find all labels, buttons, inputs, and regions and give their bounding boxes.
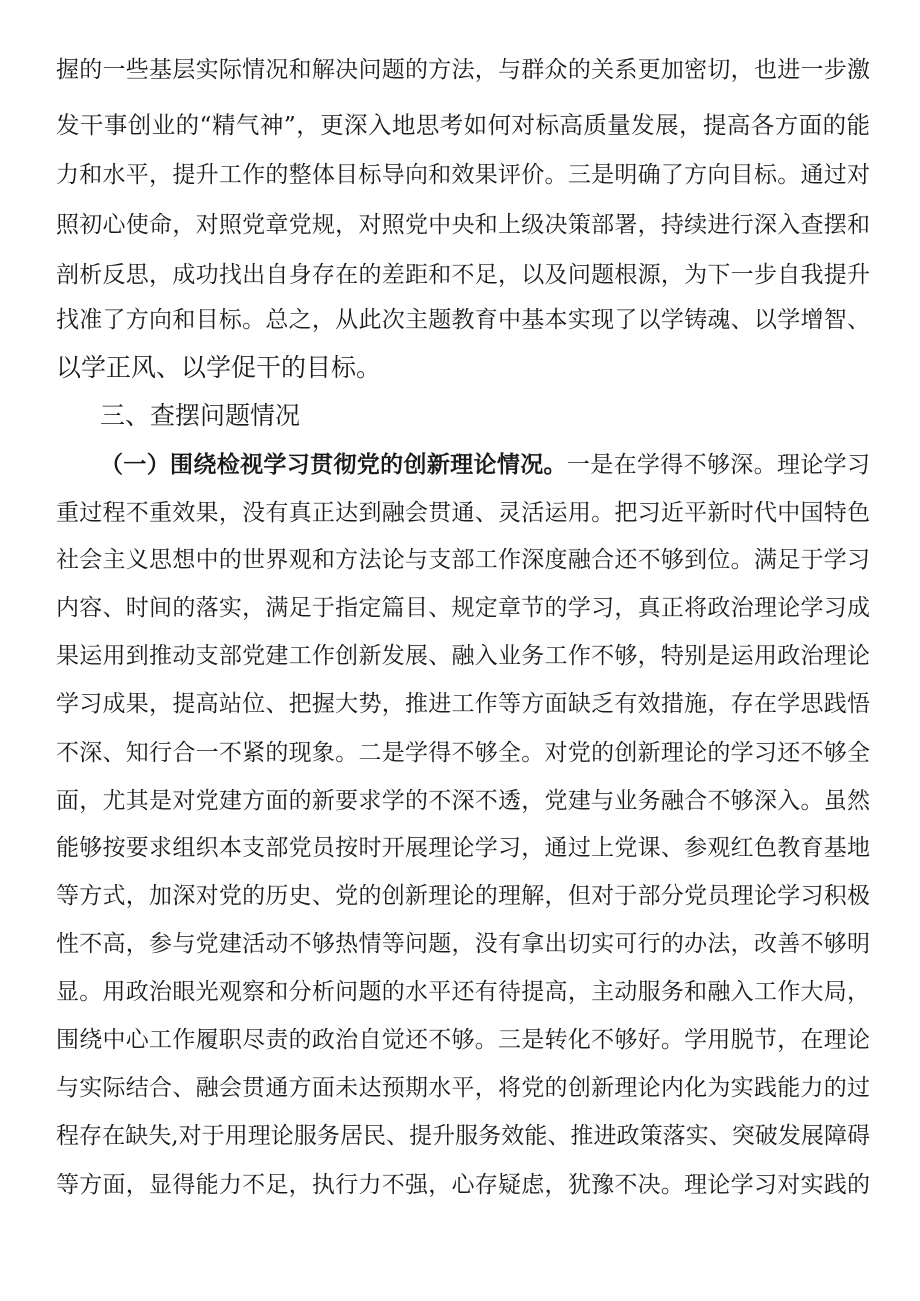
body-text-line: 等方式，加深对党的历史、党的创新理论的理解，但对于部分党员理论学习积极 bbox=[56, 883, 870, 909]
body-text-line: 力和水平，提升工作的整体目标导向和效果评价。三是明确了方向目标。通过对 bbox=[56, 162, 870, 188]
body-text-line: 找准了方向和目标。总之，从此次主题教育中基本实现了以学铸魂、以学增智、 bbox=[56, 307, 870, 333]
body-text-line: 重过程不重效果，没有真正达到融会贯通、灵活运用。把习近平新时代中国特色 bbox=[56, 500, 870, 526]
body-text-line: 等方面，显得能力不足，执行力不强，心存疑虑，犹豫不决。理论学习对实践的 bbox=[56, 1172, 870, 1198]
body-text-line: 能够按要求组织本支部党员按时开展理论学习，通过上党课、参观红色教育基地 bbox=[56, 835, 870, 861]
body-text-line: 与实际结合、融会贯通方面未达预期水平，将党的创新理论内化为实践能力的过 bbox=[56, 1075, 870, 1101]
body-text-line: 发干事创业的“精气神”，更深入地思考如何对标高质量发展，提高各方面的能 bbox=[56, 111, 870, 139]
body-text-line: 果运用到推动支部党建工作创新发展、融入业务工作不够，特别是运用政治理论 bbox=[56, 643, 870, 669]
body-text-line: 握的一些基层实际情况和解决问题的方法，与群众的关系更加密切，也进一步激 bbox=[56, 57, 870, 83]
subsection-first-line-text: 一是在学得不够深。理论学习 bbox=[566, 452, 870, 478]
body-text-line: 内容、时间的落实，满足于指定篇目、规定章节的学习，真正将政治理论学习成 bbox=[56, 595, 870, 621]
subsection-first-line bbox=[100, 445, 870, 485]
body-text-line: 性不高，参与党建活动不够热情等问题，没有拿出切实可行的办法，改善不够明 bbox=[56, 931, 870, 957]
body-text-line: 围绕中心工作履职尽责的政治自觉还不够。三是转化不够好。学用脱节，在理论 bbox=[56, 1027, 870, 1053]
body-text-line: 显。用政治眼光观察和分析问题的水平还有待提高，主动服务和融入工作大局， bbox=[56, 979, 870, 1005]
body-text-line: 以学正风、以学促干的目标。 bbox=[56, 353, 382, 382]
subsection-heading: （一）围绕检视学习贯彻党的创新理论情况。 bbox=[100, 452, 567, 478]
body-text-line: 面，尤其是对党建方面的新要求学的不深不透，党建与业务融合不够深入。虽然 bbox=[56, 788, 870, 814]
section-heading: 三、查摆问题情况 bbox=[100, 401, 301, 430]
body-text-line: 不深、知行合一不紧的现象。二是学得不够全。对党的创新理论的学习还不够全 bbox=[56, 740, 870, 766]
body-text-line: 学习成果，提高站位、把握大势，推进工作等方面缺乏有效措施，存在学思践悟 bbox=[56, 691, 870, 717]
body-text-line: 程存在缺失,对于用理论服务居民、提升服务效能、推进政策落实、突破发展障碍 bbox=[56, 1123, 870, 1149]
body-text-line: 剖析反思，成功找出自身存在的差距和不足，以及问题根源，为下一步自我提升 bbox=[56, 262, 870, 288]
body-text-line: 照初心使命，对照党章党规，对照党中央和上级决策部署，持续进行深入查摆和 bbox=[56, 212, 870, 238]
body-text-line: 社会主义思想中的世界观和方法论与支部工作深度融合还不够到位。满足于学习 bbox=[56, 547, 870, 573]
